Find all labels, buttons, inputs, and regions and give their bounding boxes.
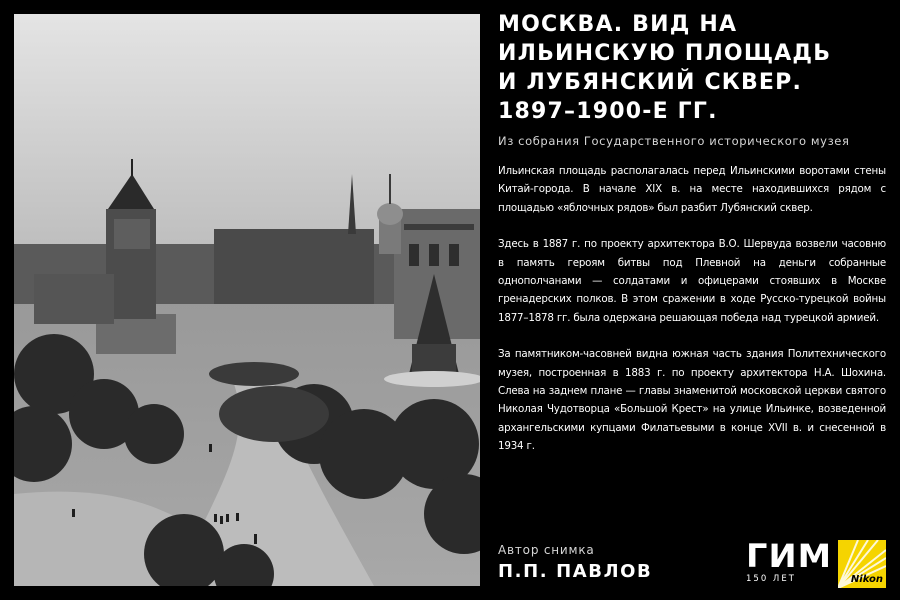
historical-photo [14,14,480,586]
description-paragraph: Здесь в 1887 г. по проекту архитектора В.О. Шервуда возвели часовню в память героям битвы под Плевной на деньги собранные однополчанами — солдатами и офицерами стоявших в Москве гренадерских полков. В этом сражении в ходе Русско-турецкой войны 1877–1878 гг. была одержана решающая победа над турецкой армией. [498,238,886,324]
ghim-logo-subtext: 150 ЛЕТ [746,574,796,584]
title-line: МОСКВА. ВИД НА [498,12,738,37]
author-block [498,543,652,582]
description-paragraph: За памятником-часовней видна южная часть здания Политехнического музея, построенная в 1883 г. по проекту архитектора Н.А. Шохина. Слева на заднем плане — главы знаменитой московской церкви святого Николая Чудотворца «Большой Крест» на улице Ильинке, возведенной архангельскими купцами Филатьевыми в конце XVII в. и снесенной в 1934 г. [498,348,886,453]
ghim-logo-text: ГИМ [746,537,833,575]
text-column [498,10,886,474]
author-name: П.П. ПАВЛОВ [498,561,653,582]
description [498,162,886,456]
title-line: И ЛУБЯНСКИЙ СКВЕР. [498,70,803,95]
nikon-logo-text: Nikon [850,574,883,585]
photo-illustration [14,14,480,586]
page-title [498,10,886,126]
author-label: Автор снимка [498,543,595,557]
title-line: ИЛЬИНСКУЮ ПЛОЩАДЬ [498,41,832,66]
collection-subtitle: Из собрания Государственного исторического музея [498,134,850,148]
nikon-logo [838,540,886,588]
ghim-logo [746,537,833,588]
title-line: 1897–1900-Е ГГ. [498,99,718,124]
description-paragraph: Ильинская площадь располагалась перед Ильинскими воротами стены Китай-города. В начале XIX в. на месте находившихся рядом с площадью «яблочных рядов» был разбит Лубянский сквер. [498,165,886,214]
